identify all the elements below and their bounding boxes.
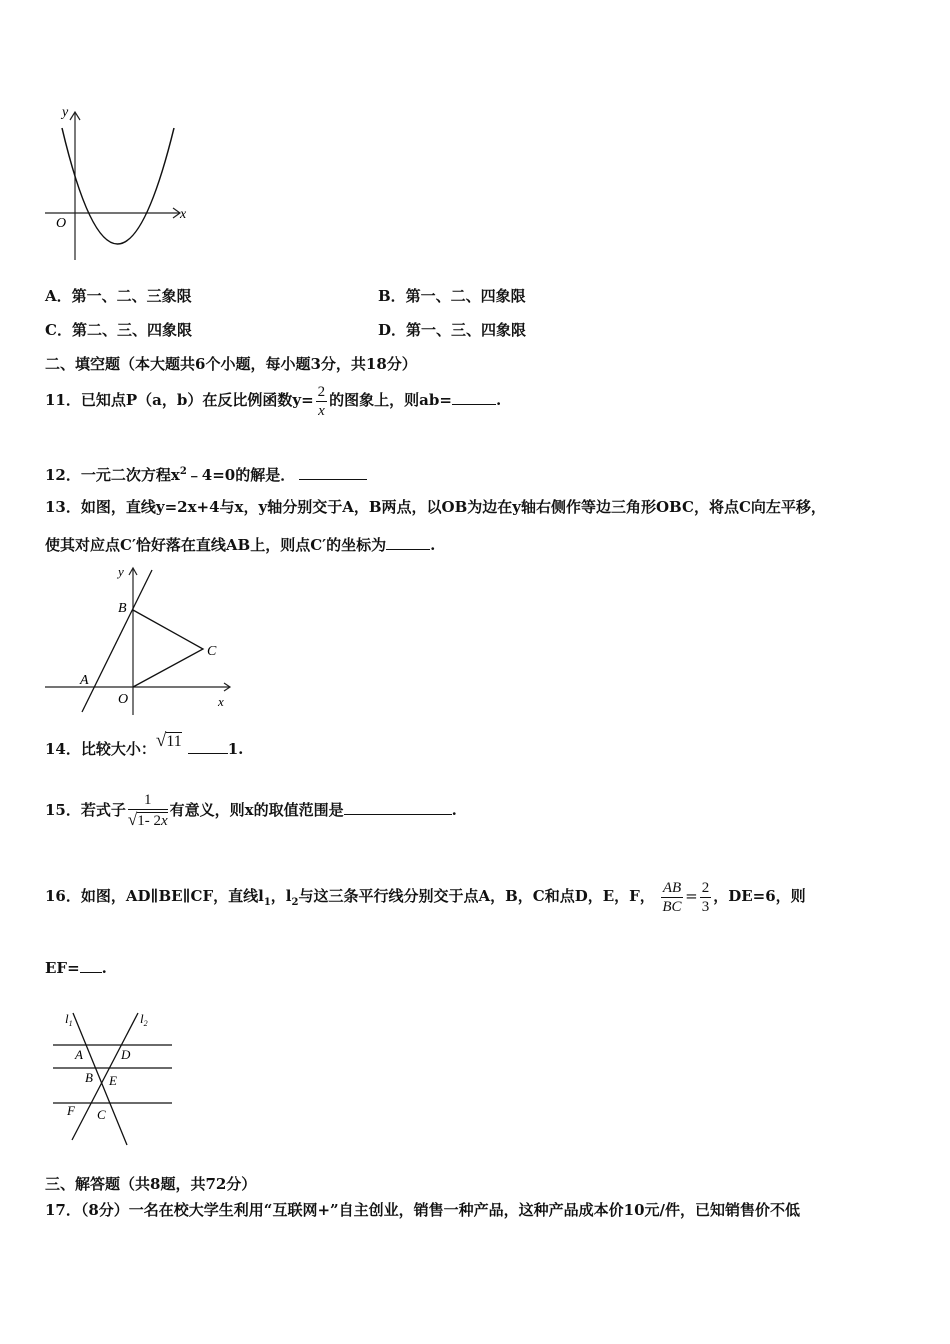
q15-end: . [451,801,457,819]
q11-frac-den: x [318,402,325,419]
question-11 [45,380,501,420]
q12-answer-blank[interactable] [299,465,367,480]
q16-ratio [661,879,683,916]
q14-sqrt [155,730,182,751]
question-16-line2 [45,958,107,978]
q13-end: . [430,536,436,554]
sqrt-icon: √ [155,730,167,751]
question-15 [45,786,457,834]
q11-end: . [495,391,502,409]
q14-prefix: 14．比较大小： [45,740,156,758]
q14-end: 1. [227,740,244,758]
option-b[interactable]: B．第一、二、四象限 [378,287,526,305]
option-d[interactable]: D．第一、三、四象限 [378,321,527,339]
q16-text: 与这三条平行线分别交于点A，B，C和点D，E，F， [298,887,655,905]
q15-radicand [137,812,167,829]
q15-answer-blank[interactable] [344,800,452,815]
q14-radicand: 11 [166,733,182,750]
q16-value-den: 3 [701,898,710,915]
fig16-l1-label: $l_1$ [65,1011,73,1028]
parallel-lines-figure [45,1005,185,1150]
parabola-graph [40,100,200,265]
origin-label: O [56,216,67,231]
fig13-c-label: C [207,644,217,659]
q15-frac-den [128,810,168,831]
question-13-line2 [45,535,435,555]
sqrt-icon: √ [127,810,138,829]
q15-suffix: 有意义，则x的取值范围是 [169,801,344,819]
q16-ratio-den: BC [662,898,682,915]
question-13-line1: 13．如图，直线y=2x+4与x，y轴分别交于A，B两点，以OB为边在y轴右侧作等边三角形OBC，将点C向左平移， [45,498,826,516]
fig13-x-label: x [218,694,224,709]
q13-answer-blank[interactable] [386,535,430,550]
question-12 [45,462,367,485]
axis-y-label: y [62,105,69,120]
fig16-b-label: B [85,1070,93,1085]
q16-eq: = [685,887,698,905]
q16-prefix: 16．如图，AD∥BE∥CF，直线l [45,887,264,905]
q16-mid: ，l [270,887,292,905]
option-a[interactable]: A．第一、二、三象限 [45,287,192,305]
q12-text-a: 12．一元二次方程x [45,466,180,484]
fig16-f-label: F [67,1103,75,1118]
q11-prefix: 11．已知点P（a，b）在反比例函数y= [45,391,314,409]
q16-value [700,879,712,916]
q15-rad-x: x [160,813,168,829]
triangle-figure [40,560,240,718]
q16-after: ，DE=6，则 [713,887,806,905]
question-16 [45,870,806,929]
section-2-title: 二、填空题（本大题共6个小题，每小题3分，共18分） [45,355,417,373]
q11-answer-blank[interactable] [452,390,496,405]
section-3-title: 三、解答题（共8题，共72分） [45,1175,257,1193]
q11-frac-num: 2 [317,383,326,400]
question-14 [45,732,243,767]
q16-answer-blank[interactable] [80,958,102,973]
fig13-a-label: A [80,673,89,688]
q14-answer-blank[interactable] [188,739,228,754]
fig16-a-label: A [75,1047,83,1062]
q16-sub1: 1 [263,897,271,908]
q15-fraction [128,791,168,831]
fig13-o-label: O [118,692,129,707]
question-17: 17．（8分）一名在校大学生利用“互联网+”自主创业，销售一种产品，这种产品成本价10元/件，已知销售价不低 [45,1201,800,1219]
q16-line2-text: EF= [45,959,80,977]
q16-value-num: 2 [701,879,710,896]
q16-sub2: 2 [291,897,299,908]
q12-text-b: ﹣4=0的解是． [186,466,296,484]
fig16-c-label: C [97,1107,106,1122]
q15-frac-num: 1 [128,791,168,810]
q15-rad-a: 1- 2 [137,813,161,829]
q11-fraction [316,383,328,420]
q16-end: . [101,959,107,977]
option-c[interactable]: C．第二、三、四象限 [45,321,192,339]
q12-sup: 2 [179,466,187,477]
q15-prefix: 15．若式子 [45,801,126,819]
axis-x-label: x [180,207,187,222]
q16-ratio-num: AB [662,879,682,896]
fig13-b-label: B [118,601,127,616]
q11-suffix: 的图象上，则ab= [329,391,452,409]
fig16-e-label: E [109,1073,117,1088]
fig16-l2-label: $l_2$ [140,1011,148,1028]
q13-line2-text: 使其对应点C′恰好落在直线AB上，则点C′的坐标为 [45,536,387,554]
fig13-y-label: y [118,564,124,579]
fig16-d-label: D [121,1047,131,1062]
